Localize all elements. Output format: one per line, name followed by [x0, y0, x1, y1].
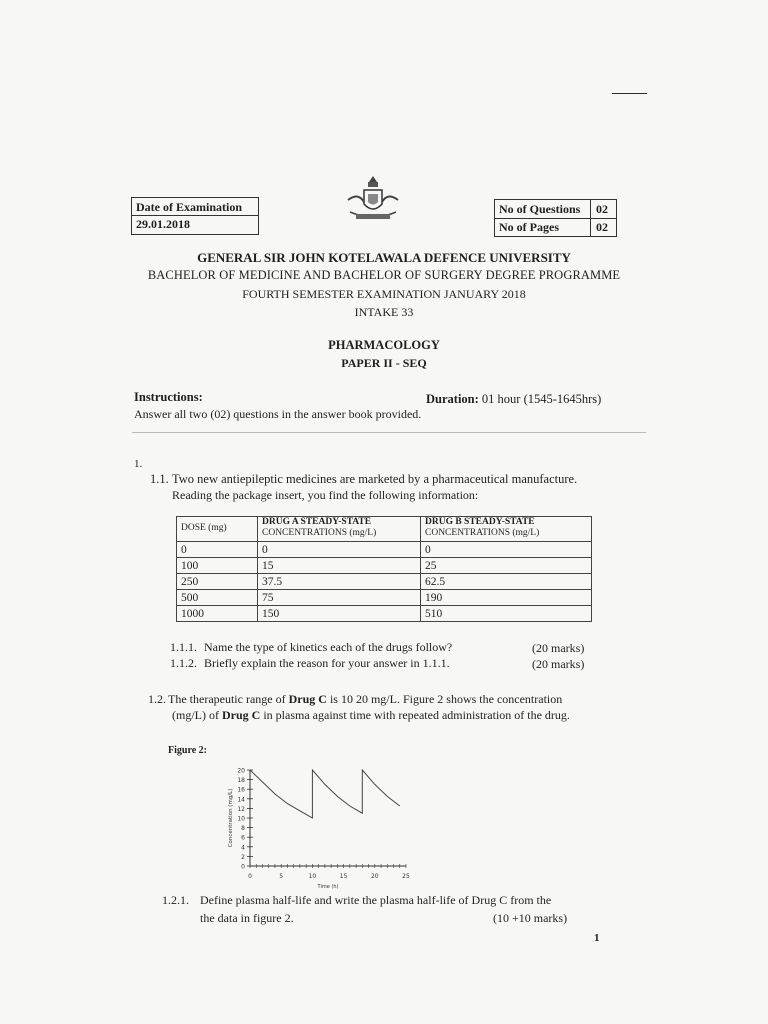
- y-tick-label: 20: [237, 767, 245, 775]
- table-row: 0 0 0: [177, 542, 592, 558]
- y-tick-label: 8: [241, 825, 245, 833]
- programme-title: BACHELOR OF MEDICINE AND BACHELOR OF SURGERY DEGREE PROGRAMME: [147, 268, 621, 282]
- table-row: 250 37.5 62.5: [177, 574, 592, 590]
- pages-label: No of Pages: [499, 220, 559, 234]
- exam-date-box: [131, 197, 259, 235]
- exam-counts-box: [494, 199, 617, 237]
- q1-2-1-marks: (10 +10 marks): [493, 911, 568, 925]
- x-tick-label: 20: [370, 873, 379, 880]
- y-tick-label: 10: [237, 815, 245, 823]
- paper-title: PAPER II - SEQ: [341, 356, 427, 370]
- x-tick-label: 10: [308, 873, 317, 880]
- y-tick-label: 0: [241, 863, 245, 871]
- university-title: GENERAL SIR JOHN KOTELAWALA DEFENCE UNIVERSITY: [197, 250, 571, 265]
- x-tick-label: 5: [279, 873, 284, 880]
- q1-2-text-line2: (mg/L) of Drug C in plasma against time with repeated administration of the drug.: [172, 708, 570, 722]
- concentration-time-chart: [222, 762, 418, 892]
- instructions-label: Instructions:: [134, 390, 203, 404]
- x-tick-label: 0: [248, 873, 252, 880]
- table-row: 1000 150 510: [177, 606, 592, 622]
- subject-title: PHARMACOLOGY: [328, 338, 440, 352]
- table-header-drug-b: DRUG B STEADY-STATE CONCENTRATIONS (mg/L): [421, 517, 592, 542]
- q1-1-1-number: 1.1.1.: [170, 640, 197, 654]
- duration-label: Duration:: [426, 392, 479, 406]
- q1-2-text: The therapeutic range of Drug C is 10 20 mg/L. Figure 2 shows the concentration: [168, 692, 563, 706]
- y-tick-label: 12: [237, 805, 245, 813]
- exam-title: FOURTH SEMESTER EXAMINATION JANUARY 2018: [242, 287, 526, 301]
- q1-1-2-number: 1.1.2.: [170, 656, 197, 670]
- q1-1-2-text: Briefly explain the reason for your answer in 1.1.1.: [204, 656, 450, 670]
- q1-2-number: 1.2.: [148, 692, 166, 706]
- questions-label: No of Questions: [499, 202, 581, 216]
- instructions-text: Answer all two (02) questions in the answer book provided.: [134, 407, 422, 421]
- duration-value: 01 hour (1545-1645hrs): [481, 392, 602, 406]
- y-tick-label: 2: [241, 853, 245, 861]
- y-tick-label: 6: [241, 834, 245, 842]
- y-tick-label: 14: [237, 796, 245, 804]
- y-axis-label: Concentration (mg/L): [228, 788, 234, 848]
- q1-1-2-marks: (20 marks): [532, 657, 585, 671]
- q1-1-text: Two new antiepileptic medicines are marketed by a pharmaceutical manufacture.: [172, 472, 578, 486]
- q1-1-1-text: Name the type of kinetics each of the drugs follow?: [204, 640, 453, 654]
- x-axis-label: Time (h): [317, 884, 339, 890]
- q1-1-1-marks: (20 marks): [532, 641, 585, 655]
- y-tick-label: 18: [237, 777, 245, 785]
- exam-date-value: 29.01.2018: [136, 217, 190, 231]
- university-crest-icon: [344, 172, 402, 228]
- q1-2-1-text: Define plasma half-life and write the plasma half-life of Drug C from the: [200, 893, 552, 907]
- questions-value: 02: [596, 202, 608, 216]
- y-tick-label: 16: [237, 786, 245, 794]
- table-header-drug-a: DRUG A STEADY-STATE CONCENTRATIONS (mg/L): [258, 517, 421, 542]
- table-header-dose: DOSE (mg): [177, 517, 258, 542]
- y-tick-label: 4: [241, 844, 245, 852]
- scan-edge-line: [612, 93, 647, 94]
- table-row: 500 75 190: [177, 590, 592, 606]
- q1-1-text2: Reading the package insert, you find the following information:: [172, 488, 479, 502]
- intake-title: INTAKE 33: [354, 305, 414, 319]
- q1-2-1-text2: the data in figure 2.: [200, 911, 294, 925]
- series-line: [250, 770, 400, 818]
- question-1-number: 1.: [134, 458, 143, 470]
- figure-label: Figure 2:: [168, 745, 207, 756]
- exam-date-label: Date of Examination: [136, 200, 242, 214]
- q1-1-number: 1.1.: [150, 472, 169, 486]
- x-tick-label: 25: [402, 873, 410, 880]
- duration-line: [426, 392, 601, 407]
- steady-state-table: [176, 516, 592, 622]
- page-number: 1: [594, 932, 600, 944]
- q1-2-1-number: 1.2.1.: [162, 893, 189, 907]
- table-row: 100 15 25: [177, 558, 592, 574]
- section-divider: [132, 432, 646, 433]
- pages-value: 02: [596, 220, 608, 234]
- x-tick-label: 15: [339, 873, 348, 880]
